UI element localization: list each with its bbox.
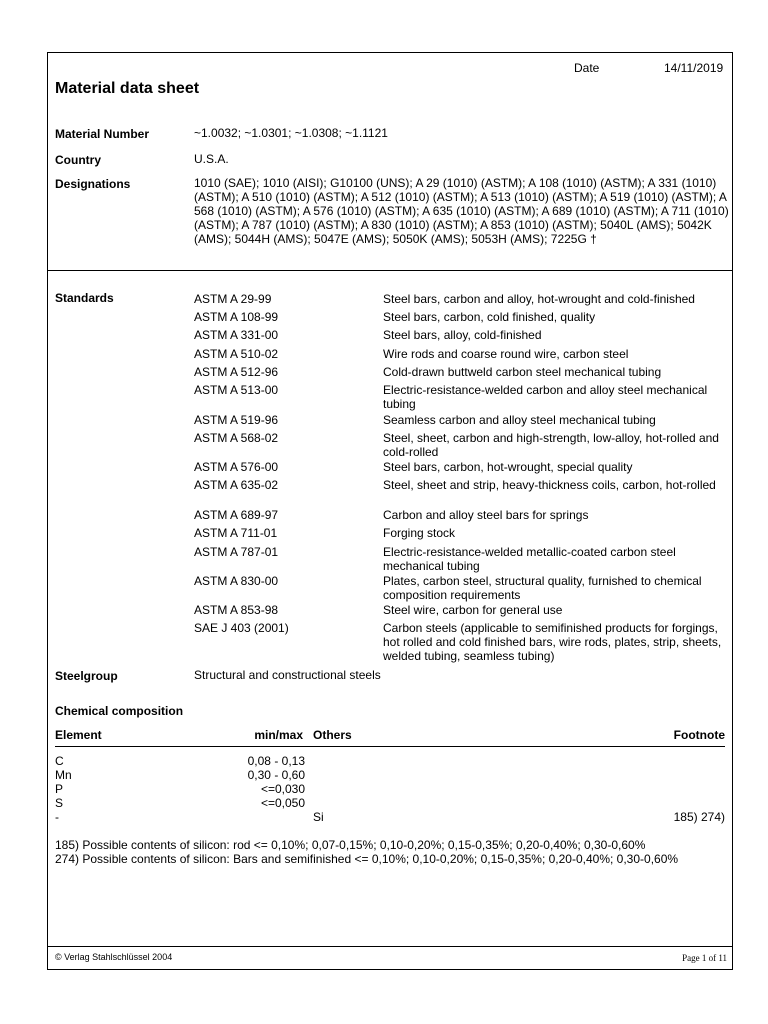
cell-value: 0,30 - 0,60 — [247, 768, 305, 782]
others-header: Others — [313, 728, 352, 742]
standard-code: ASTM A 568-02 — [194, 431, 279, 445]
table-row — [0, 782, 768, 796]
standard-code: ASTM A 29-99 — [194, 292, 272, 306]
table-row — [0, 810, 768, 824]
page-title: Material data sheet — [55, 80, 200, 97]
standard-description: Seamless carbon and alloy steel mechanical tubing — [383, 413, 656, 427]
standard-code: ASTM A 711-01 — [194, 526, 278, 540]
chemical-composition-title: Chemical composition — [55, 704, 184, 718]
copyright-text: © Verlag Stahlschlüssel 2004 — [55, 952, 173, 962]
cell-value: <=0,030 — [260, 782, 305, 796]
standard-code: ASTM A 689-97 — [194, 508, 279, 522]
page-number: Page 1 of 11 — [682, 953, 727, 963]
standard-description: Steel bars, alloy, cold-finished — [383, 328, 542, 342]
footnote-274: 274) Possible contents of silicon: Bars and semifinished <= 0,10%; 0,10-0,20%; 0,15-0,35%; 0,20-0,40%; 0,30-0,60% — [55, 852, 679, 866]
standard-code: ASTM A 853-98 — [194, 603, 279, 617]
standard-code: ASTM A 108-99 — [194, 310, 279, 324]
standard-description: Wire rods and coarse round wire, carbon steel — [383, 347, 629, 361]
standard-description: Steel wire, carbon for general use — [383, 603, 563, 617]
standard-code: ASTM A 635-02 — [194, 478, 279, 492]
steelgroup-value: Structural and constructional steels — [194, 668, 381, 682]
material-number-label: Material Number — [55, 127, 150, 141]
standard-description: Steel bars, carbon and alloy, hot-wrought and cold-finished — [383, 292, 695, 306]
designations-label: Designations — [55, 177, 131, 191]
standard-description: Forging stock — [383, 526, 456, 540]
standard-code: ASTM A 513-00 — [194, 383, 279, 397]
standard-description: Steel bars, carbon, cold finished, quality — [383, 310, 596, 324]
standard-description: Electric-resistance-welded carbon and alloy steel mechanical tubing — [383, 383, 708, 411]
standard-code: SAE J 403 (2001) — [194, 621, 289, 635]
country-value: U.S.A. — [194, 152, 229, 166]
standard-code: ASTM A 331-00 — [194, 328, 279, 342]
cell-value: 0,08 - 0,13 — [247, 754, 305, 768]
standard-description: Plates, carbon steel, structural quality, furnished to chemical composition requirements — [383, 574, 702, 602]
element-header: Element — [55, 728, 102, 742]
cell-footnote: 185) 274) — [673, 810, 725, 824]
standard-code: ASTM A 519-96 — [194, 413, 279, 427]
date-label: Date — [574, 61, 600, 75]
footer-rule — [47, 946, 733, 947]
designations-value: 1010 (SAE); 1010 (AISI); G10100 (UNS); A 29 (1010) (ASTM); A 108 (1010) (ASTM); A 331 (1010) (ASTM); A 510 (1010) (ASTM); A 512 (1010) (ASTM); A 513 (1010) (ASTM); A 519 (1010) (ASTM); A 568 (1010) (ASTM); A 576 (1010) (ASTM); A 635 (1010) (ASTM); A 689 (1010) (ASTM); A 711 (1010) (ASTM); A 787 (1010) (ASTM); A 830 (1010) (ASTM); A 853 (1010) (ASTM); 5040L (AMS); 5042K (AMS); 5044H (AMS); 5047E (AMS); 5050K (AMS); 5053H (AMS); 7225G † — [194, 176, 729, 246]
footnote-185: 185) Possible contents of silicon: rod <= 0,10%; 0,07-0,15%; 0,10-0,20%; 0,15-0,35%; 0,20-0,40%; 0,30-0,60% — [55, 838, 646, 852]
table-row — [0, 768, 768, 782]
standard-code: ASTM A 787-01 — [194, 545, 279, 559]
footnote-header: Footnote — [673, 728, 725, 742]
cell-value: <=0,050 — [260, 796, 305, 810]
standard-code: ASTM A 510-02 — [194, 347, 279, 361]
standard-description: Steel, sheet and strip, heavy-thickness coils, carbon, hot-rolled — [383, 478, 716, 492]
material-number-value: ~1.0032; ~1.0301; ~1.0308; ~1.1121 — [194, 126, 388, 140]
standard-description: Steel bars, carbon, hot-wrought, special quality — [383, 460, 633, 474]
section-divider — [47, 270, 733, 271]
standard-description: Carbon steels (applicable to semifinished products for forgings, hot rolled and cold finished bars, wire rods, plates, strip, sheets, welded tubing, seamless tubing) — [383, 621, 722, 663]
table-row — [0, 796, 768, 810]
standard-description: Cold-drawn buttweld carbon steel mechanical tubing — [383, 365, 662, 379]
cell-others: Si — [313, 810, 324, 824]
cell-element: - — [55, 810, 59, 824]
cell-element: C — [55, 754, 64, 768]
cell-element: Mn — [55, 768, 72, 782]
standard-description: Steel, sheet, carbon and high-strength, low-alloy, hot-rolled and cold-rolled — [383, 431, 719, 459]
table-row — [0, 754, 768, 768]
cell-element: P — [55, 782, 64, 796]
cell-element: S — [55, 796, 64, 810]
standard-description: Carbon and alloy steel bars for springs — [383, 508, 589, 522]
steelgroup-label: Steelgroup — [55, 669, 118, 683]
standards-label: Standards — [55, 291, 114, 305]
country-label: Country — [55, 153, 101, 167]
table-header-rule — [55, 746, 725, 747]
standard-code: ASTM A 830-00 — [194, 574, 279, 588]
standard-description: Electric-resistance-welded metallic-coated carbon steel mechanical tubing — [383, 545, 676, 573]
standard-code: ASTM A 512-96 — [194, 365, 279, 379]
date-value: 14/11/2019 — [664, 61, 724, 75]
standard-code: ASTM A 576-00 — [194, 460, 279, 474]
minmax-header: min/max — [254, 728, 303, 742]
